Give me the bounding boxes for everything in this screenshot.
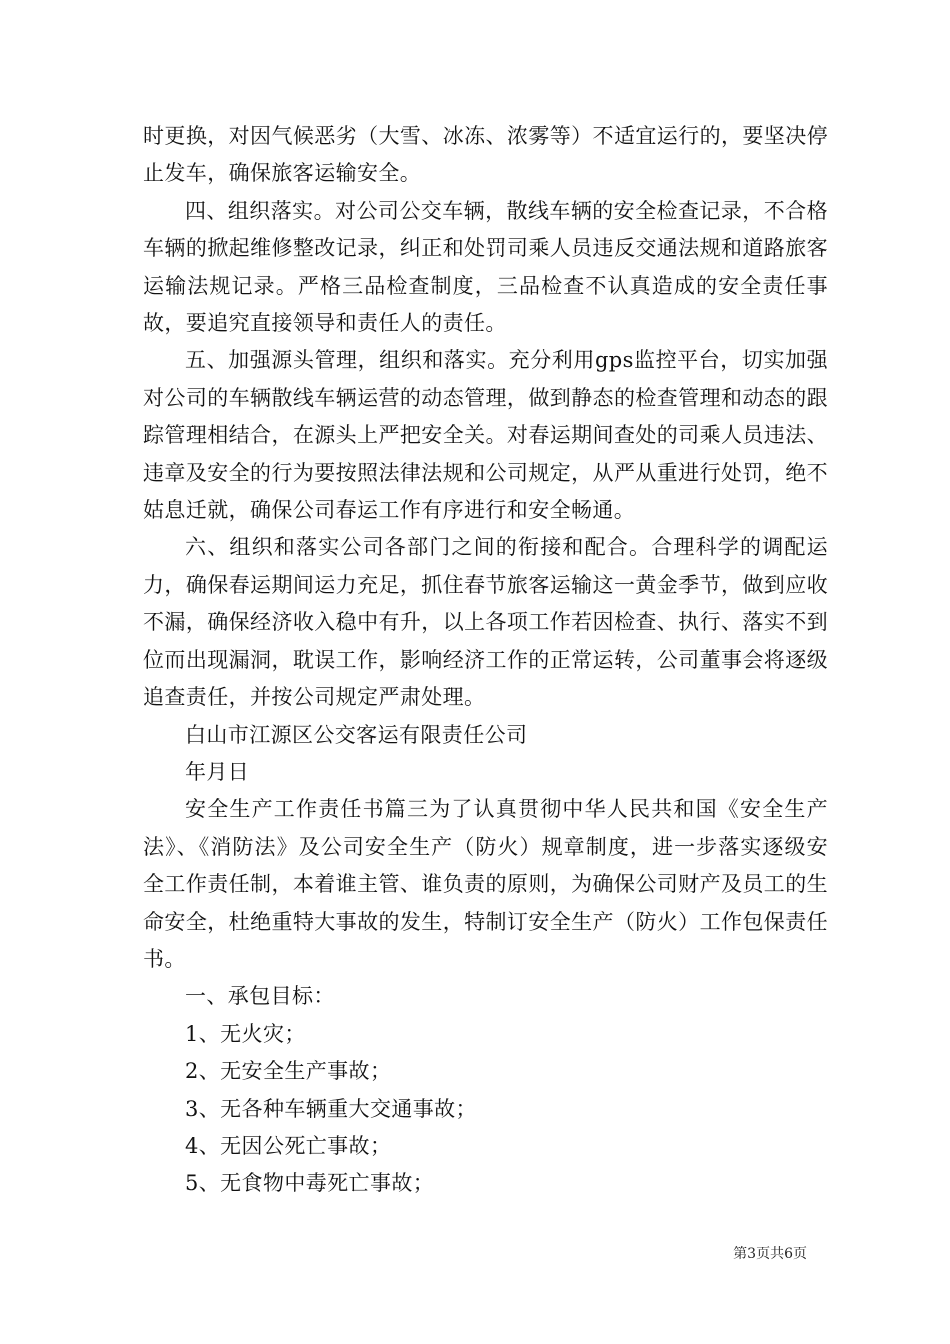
document-body: [143, 118, 828, 1203]
list-item: 5、无食物中毒死亡事故；: [185, 1171, 435, 1196]
list-item: 3、无各种车辆重大交通事故；: [185, 1096, 477, 1121]
paragraph-section-four: 四、组织落实。对公司公交车辆，散线车辆的安全检查记录，不合格车辆的掀起维修整改记录，纠正和处罚司乘人员违反交通法规和道路旅客运输法规记录。严格三品检查制度，三品检查不认真造成的安全责任事故，要追究直接领导和责任人的责任。: [143, 198, 828, 336]
list-item: 4、无因公死亡事故；: [185, 1133, 392, 1158]
paragraph-section-six: 六、组织和落实公司各部门之间的衔接和配合。合理科学的调配运力，确保春运期间运力充足，抓住春节旅客运输这一黄金季节，做到应收不漏，确保经济收入稳中有升，以上各项工作若因检查、执行、落实不到位而出现漏洞，耽误工作，影响经济工作的正常运转，公司董事会将逐级追查责任，并按公司规定严肃处理。: [143, 535, 828, 710]
list-item: 2、无安全生产事故；: [185, 1059, 392, 1084]
heading-contract-goals: 一、承包目标：: [185, 984, 335, 1009]
paragraph-responsibility-intro: 安全生产工作责任书篇三为了认真贯彻中华人民共和国《安全生产法》、《消防法》及公司安全生产（防火）规章制度，进一步落实逐级安全工作责任制，本着谁主管、谁负责的原则，为确保公司财产及员工的生命安全，杜绝重特大事故的发生，特制订安全生产（防火）工作包保责任书。: [143, 797, 828, 971]
list-item: 1、无火灾；: [185, 1021, 306, 1046]
paragraph-section-five: 五、加强源头管理，组织和落实。充分利用gps监控平台，切实加强对公司的车辆散线车辆运营的动态管理，做到静态的检查管理和动态的跟踪管理相结合，在源头上严把安全关。对春运期间查处的司乘人员违法、违章及安全的行为要按照法律法规和公司规定，从严从重进行处罚，绝不姑息迁就，确保公司春运工作有序进行和安全畅通。: [143, 348, 828, 523]
page-number: 第3页共6页: [733, 1246, 807, 1262]
date-line: 年月日: [185, 759, 250, 784]
company-signature: 白山市江源区公交客运有限责任公司: [185, 722, 528, 747]
paragraph-continuation: 时更换，对因气候恶劣（大雪、冰冻、浓雾等）不适宜运行的，要坚决停止发车，确保旅客运输安全。: [143, 124, 828, 186]
